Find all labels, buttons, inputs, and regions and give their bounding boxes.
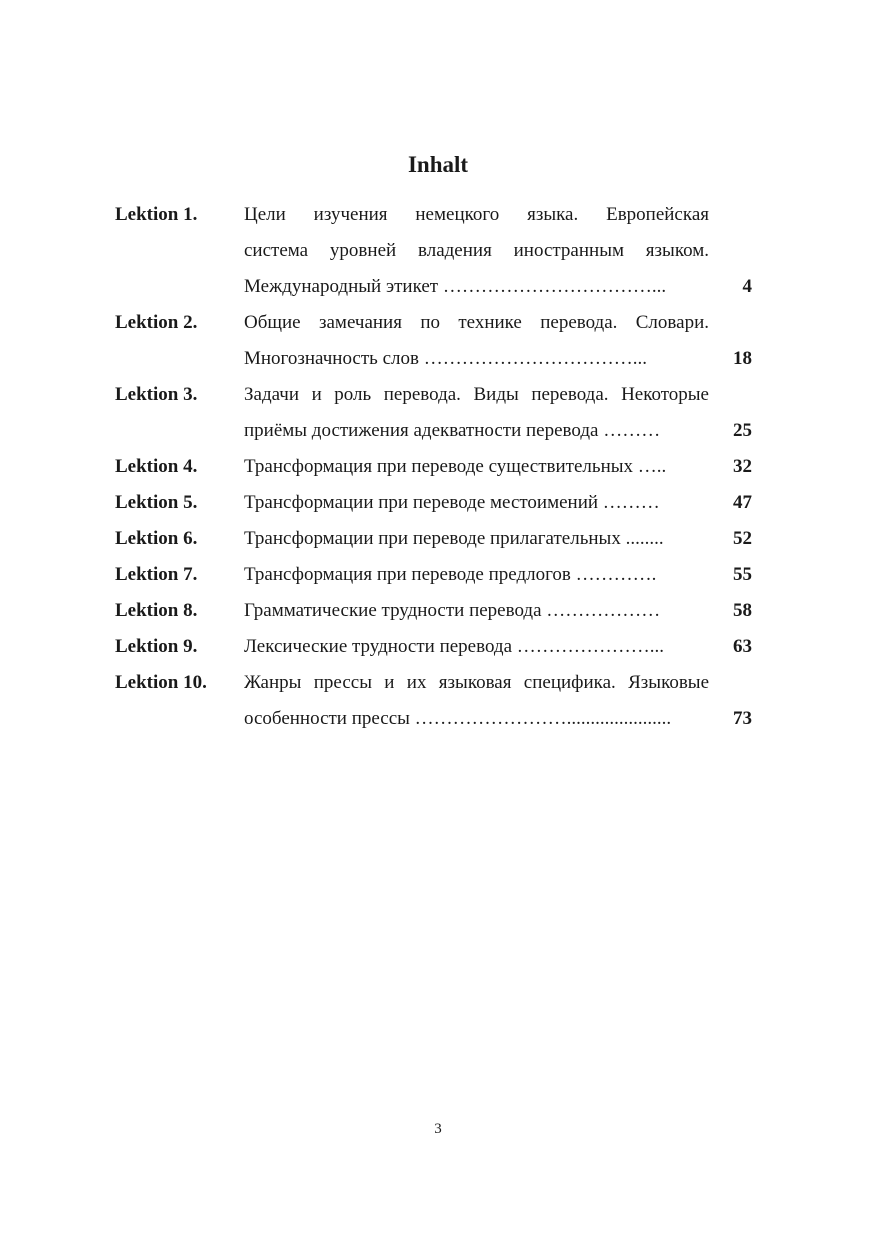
toc-entry-page-number: 4 <box>742 276 752 297</box>
toc-entry-lektion-9 <box>0 629 875 665</box>
toc-entry-label: Lektion 2. <box>115 312 198 333</box>
toc-entry-page-number: 63 <box>733 636 752 657</box>
toc-entry-text <box>244 593 709 629</box>
toc-entry-page-number: 18 <box>733 348 752 369</box>
toc-entry-page-number: 73 <box>733 708 752 729</box>
toc-entry-text <box>244 305 709 377</box>
toc-entry-label: Lektion 9. <box>115 636 198 657</box>
toc-entry-line: Цели изучения немецкого языка. Европейская <box>244 204 709 225</box>
toc-entry-line: Грамматические трудности перевода ……………… <box>244 600 661 621</box>
page-title: Inhalt <box>407 152 469 177</box>
toc-entry-text <box>244 557 709 593</box>
toc-entry-text <box>244 449 709 485</box>
toc-entry-line: Жанры прессы и их языковая специфика. Языковые <box>244 672 709 693</box>
toc-entry-text <box>244 485 709 521</box>
toc-entry-lektion-6 <box>0 521 875 557</box>
toc-entry-lektion-4 <box>0 449 875 485</box>
toc-entry-label: Lektion 3. <box>115 384 198 405</box>
toc-entry-text <box>244 197 709 305</box>
toc-entry-page-number: 47 <box>733 492 752 513</box>
toc-entry-lektion-7 <box>0 557 875 593</box>
toc-entry-lektion-3 <box>0 377 875 449</box>
toc-entry-label: Lektion 4. <box>115 456 198 477</box>
toc-entry-line: система уровней владения иностранным языком. <box>244 240 709 261</box>
toc-entry-line: Трансформация при переводе существительных ….. <box>244 456 667 477</box>
toc-entry-label: Lektion 6. <box>115 528 198 549</box>
toc-entry-lektion-2 <box>0 305 875 377</box>
toc-entry-page-number: 32 <box>733 456 752 477</box>
toc-entry-text <box>244 521 709 557</box>
toc-entry-text <box>244 665 709 737</box>
toc-entry-label: Lektion 8. <box>115 600 198 621</box>
table-of-contents <box>0 197 875 737</box>
toc-entry-line: Задачи и роль перевода. Виды перевода. Некоторые <box>244 384 709 405</box>
toc-entry-line: Международный этикет ……………………………... <box>244 276 667 297</box>
toc-entry-lektion-5 <box>0 485 875 521</box>
toc-entry-line: приёмы достижения адекватности перевода ……… <box>244 420 661 441</box>
footer-page-number: 3 <box>434 1121 442 1137</box>
toc-entry-text <box>244 629 709 665</box>
toc-entry-lektion-10 <box>0 665 875 737</box>
toc-entry-line: Трансформации при переводе местоимений ……… <box>244 492 660 513</box>
toc-entry-label: Lektion 5. <box>115 492 198 513</box>
toc-entry-page-number: 55 <box>733 564 752 585</box>
toc-entry-text <box>244 377 709 449</box>
toc-entry-label: Lektion 7. <box>115 564 198 585</box>
toc-entry-page-number: 52 <box>733 528 752 549</box>
toc-entry-line: Лексические трудности перевода …………………... <box>244 636 665 657</box>
toc-entry-line: Общие замечания по технике перевода. Словари. <box>244 312 709 333</box>
toc-entry-page-number: 25 <box>733 420 752 441</box>
toc-entry-line: Трансформация при переводе предлогов …………. <box>244 564 657 585</box>
toc-entry-label: Lektion 1. <box>115 204 198 225</box>
toc-entry-label: Lektion 10. <box>115 672 207 693</box>
toc-entry-line: особенности прессы ……………………...................... <box>244 708 672 729</box>
toc-entry-lektion-1 <box>0 197 875 305</box>
toc-entry-lektion-8 <box>0 593 875 629</box>
toc-entry-line: Многозначность слов ……………………………... <box>244 348 647 369</box>
toc-entry-line: Трансформации при переводе прилагательных ........ <box>244 528 664 549</box>
toc-entry-page-number: 58 <box>733 600 752 621</box>
